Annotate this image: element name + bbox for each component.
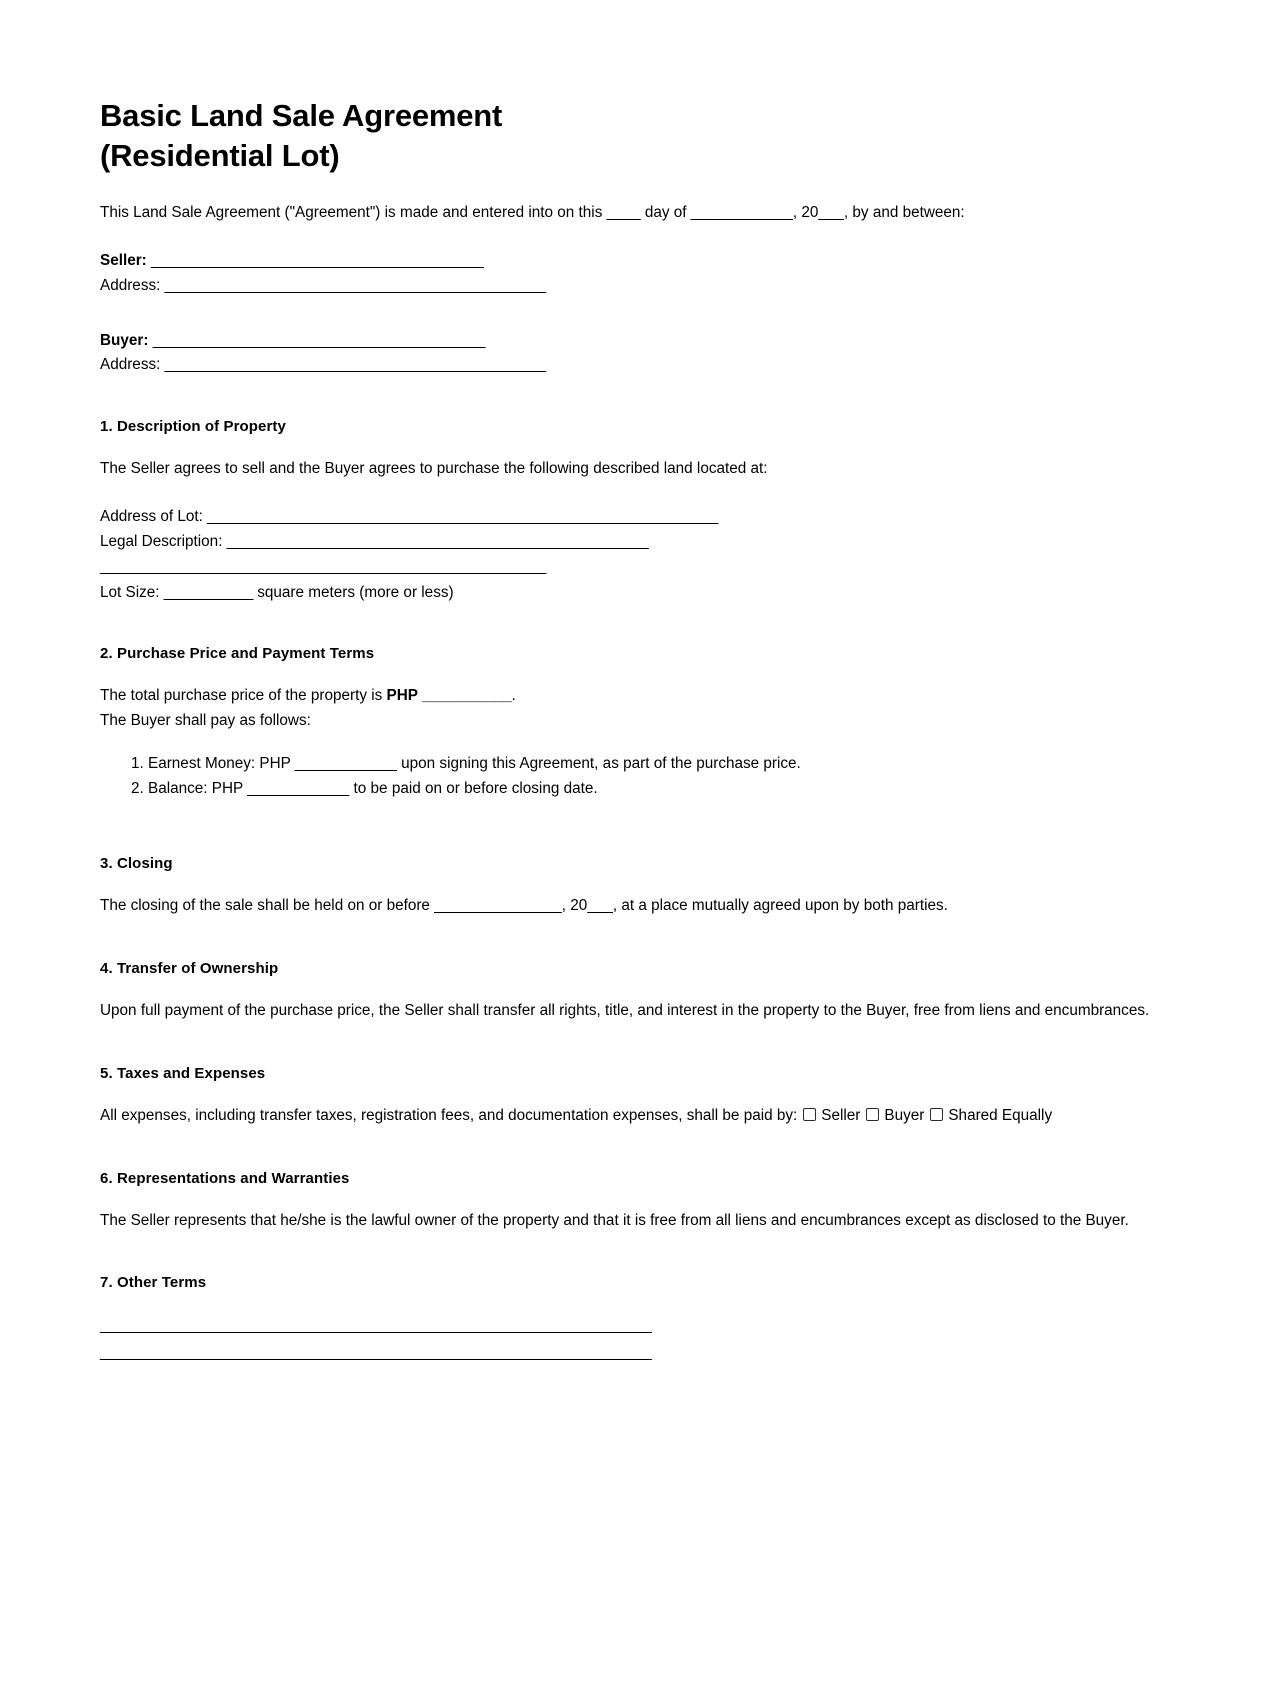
- address-of-lot-field: [100, 505, 1163, 530]
- section-heading-1: 1. Description of Property: [100, 418, 286, 436]
- purchase-price-prefix: The total purchase price of the property is: [100, 687, 383, 705]
- section-6-body: The Seller represents that he/she is the lawful owner of the property and that it is free from all liens and encumbrances except as disclosed to the Buyer.: [100, 1211, 1129, 1229]
- checkbox-label-buyer[interactable]: Buyer: [884, 1106, 925, 1124]
- seller-blank[interactable]: _________________________________________: [151, 252, 484, 270]
- list-item: 1. Earnest Money: PHP ____________ upon signing this Agreement, as part of the purchase price.: [148, 752, 1163, 777]
- section-1-intro: The Seller agrees to sell and the Buyer agrees to purchase the following described land located at:: [100, 460, 768, 478]
- seller-address-blank[interactable]: _______________________________________________: [164, 276, 546, 294]
- section-4-body: Upon full payment of the purchase price, the Seller shall transfer all rights, title, and interest in the property to the Buyer, free from liens and encumbrances.: [100, 1002, 1150, 1020]
- section-heading-6: 6. Representations and Warranties: [100, 1169, 350, 1187]
- purchase-price-blank[interactable]: ___________: [422, 687, 512, 705]
- document-title-line-2: (Residential Lot): [100, 137, 340, 173]
- spacer-section-7: [100, 1256, 1163, 1274]
- spacer-section-6: [100, 1152, 1163, 1170]
- checkbox-seller[interactable]: [803, 1108, 816, 1121]
- other-terms-blank-1[interactable]: ____________________________________________________________________: [100, 1317, 652, 1335]
- buyer-field: [100, 329, 1163, 354]
- buyer-blank[interactable]: _________________________________________: [152, 331, 486, 349]
- legal-description-blank[interactable]: ____________________________________________________: [226, 532, 649, 550]
- checkbox-label-shared-equally[interactable]: Shared Equally: [948, 1106, 1053, 1124]
- lot-size-field: [100, 581, 1163, 606]
- checkbox-label-seller[interactable]: Seller: [821, 1106, 861, 1124]
- taxes-expenses-prefix: All expenses, including transfer taxes, registration fees, and documentation expenses, shall be paid by:: [100, 1106, 798, 1124]
- section-heading-2: 2. Purchase Price and Payment Terms: [100, 645, 375, 663]
- purchase-price-line: [100, 684, 1163, 709]
- section-3-body: The closing of the sale shall be held on or before _______________, 20___, at a place mutually agreed upon by both parties.: [100, 897, 948, 915]
- buyer-address-field: [100, 353, 1163, 378]
- buyer-label: Buyer:: [100, 331, 149, 349]
- payment-terms-list: [100, 752, 1163, 802]
- checkbox-shared-equally[interactable]: [930, 1108, 943, 1121]
- section-heading-7: 7. Other Terms: [100, 1274, 207, 1292]
- seller-field: [100, 249, 1163, 274]
- purchase-price-currency: PHP: [386, 687, 418, 705]
- legal-description-field: [100, 530, 1163, 555]
- document-title: [100, 96, 1163, 175]
- pay-as-follows-line: The Buyer shall pay as follows:: [100, 712, 311, 730]
- spacer-parties: [100, 299, 1163, 329]
- section-heading-5: 5. Taxes and Expenses: [100, 1064, 266, 1082]
- section-heading-4: 4. Transfer of Ownership: [100, 960, 279, 978]
- address-of-lot-blank[interactable]: _______________________________________________________________: [207, 507, 718, 525]
- spacer-section-3: [100, 825, 1163, 855]
- address-of-lot-label: Address of Lot:: [100, 507, 203, 525]
- checkbox-buyer[interactable]: [866, 1108, 879, 1121]
- spacer-section-2: [100, 605, 1163, 645]
- purchase-price-period: .: [511, 687, 516, 705]
- lot-size-label: Lot Size:: [100, 583, 160, 601]
- intro-paragraph: This Land Sale Agreement ("Agreement") is made and entered into on this ____ day of ____________, 20___, by and between:: [100, 204, 965, 222]
- seller-label: Seller:: [100, 252, 147, 270]
- buyer-address-blank[interactable]: _______________________________________________: [164, 356, 546, 374]
- section-5-body: [100, 1104, 1163, 1128]
- payer-checkbox-group: [797, 1107, 1052, 1124]
- buyer-address-label: Address:: [100, 356, 161, 374]
- legal-description-blank-continued[interactable]: _______________________________________________________: [100, 558, 546, 576]
- lot-size-blank[interactable]: ___________: [163, 583, 253, 601]
- lot-size-suffix: square meters (more or less): [257, 583, 454, 601]
- seller-address-label: Address:: [100, 276, 161, 294]
- spacer-section-4: [100, 942, 1163, 960]
- list-item: 2. Balance: PHP ____________ to be paid on or before closing date.: [148, 777, 1163, 802]
- legal-description-label: Legal Description:: [100, 532, 223, 550]
- other-terms-blank-2[interactable]: ____________________________________________________________________: [100, 1343, 652, 1361]
- section-heading-3: 3. Closing: [100, 855, 173, 873]
- spacer-payment-list: [100, 734, 1163, 752]
- document-title-line-1: Basic Land Sale Agreement: [100, 98, 503, 133]
- seller-address-field: [100, 274, 1163, 299]
- spacer-section-5: [100, 1047, 1163, 1065]
- spacer-section-1: [100, 378, 1163, 418]
